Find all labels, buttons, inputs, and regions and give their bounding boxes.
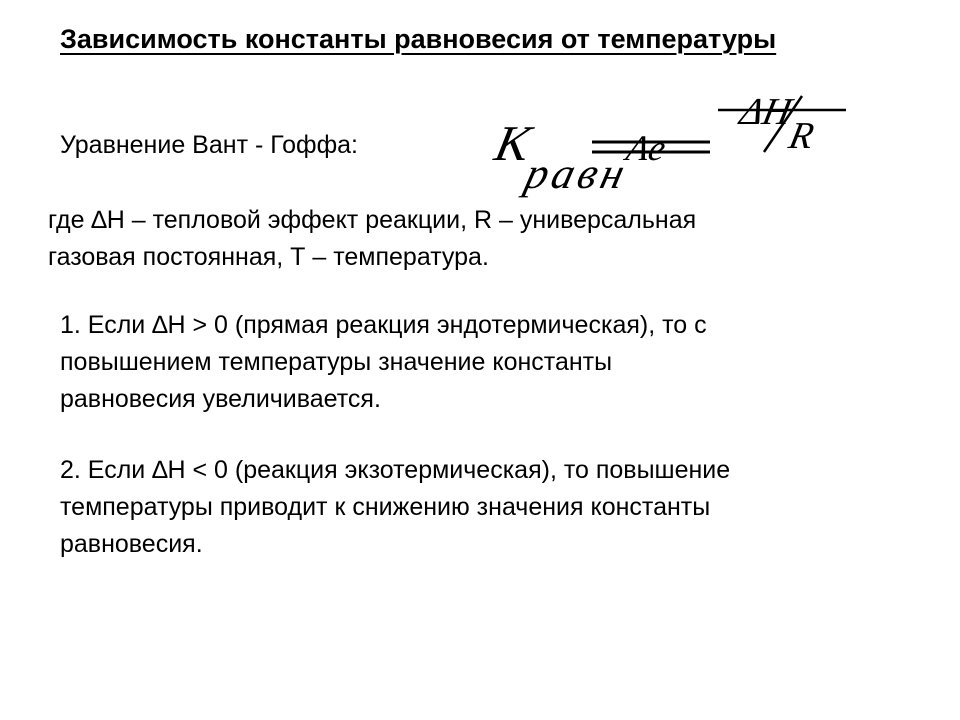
where-paragraph [48,202,696,276]
formula-exp-denominator: R [785,115,818,157]
point-2-paragraph [60,452,730,563]
formula-base: Ae [623,128,670,168]
where-line-2: газовая постоянная, Т – температура. [48,243,489,271]
point-2-line-2: температуры приводит к снижению значения константы [60,493,711,521]
point-2-line-3: равновесия. [60,530,203,558]
point-1-paragraph [60,307,707,418]
point-1-line-2: повышением температуры значение константы [60,348,613,376]
formula-graphic [490,88,860,198]
where-line-1: где ∆H – тепловой эффект реакции, R – универсальная [48,206,697,234]
point-1-line-1: 1. Если ∆H > 0 (прямая реакция эндотермическая), то с [60,311,707,339]
formula-k-subscript: равн [520,148,634,198]
formula-exp-numerator: ΔH [736,91,796,133]
slide-title: Зависимость константы равновесия от температуры [60,24,777,54]
point-1-line-3: равновесия увеличивается. [60,385,381,413]
equation-label: Уравнение Вант - Гоффа: [60,131,358,159]
vant-hoff-formula [490,88,860,198]
formula-k-symbol: K [490,115,536,171]
point-2-line-1: 2. Если ∆H < 0 (реакция экзотермическая), то повышение [60,456,731,484]
